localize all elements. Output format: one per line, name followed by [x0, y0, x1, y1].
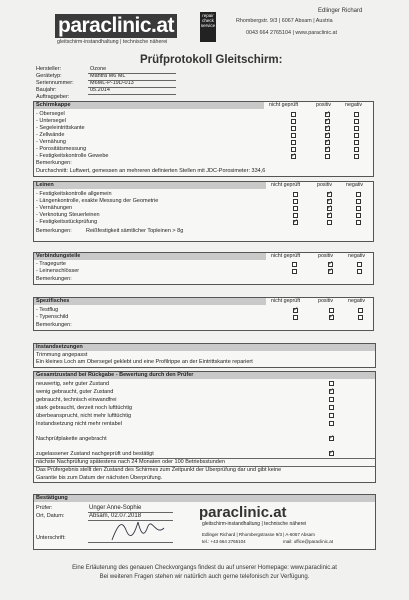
checkbox[interactable] [357, 269, 362, 274]
column-not-checked: nicht geprüft [271, 298, 301, 304]
checkbox[interactable] [293, 199, 298, 204]
column-negative: negativ [348, 298, 366, 304]
footer-line: Eine Erläuterung des genauen Checkvorgangs findest du auf unserer Homepage: www.paraclinic.at [72, 565, 337, 571]
disclaimer: Das Prüfergebnis stellt den Zustand des Schirmes zum Zeitpunkt der Überprüfung dar und gibt keine [36, 467, 282, 473]
checkbox[interactable] [354, 126, 359, 131]
info-label: Hersteller: [36, 66, 62, 72]
stamp-tagline: gleitschirm-instandhaltung | technische näherei [202, 521, 307, 527]
remarks-text: Durchschnitt: Luftwert, gemessen an mehreren definierten Stellen mit JDC-Porosimeter: 334,6 [36, 168, 266, 174]
checkbox[interactable] [329, 421, 334, 426]
checkbox[interactable] [292, 269, 297, 274]
check-item: - Tragegurte [36, 261, 66, 267]
column-not-checked: nicht geprüft [271, 182, 301, 188]
condition-option: wenig gebraucht, guter Zustand [36, 389, 114, 395]
remarks-label: Bemerkungen: [36, 322, 72, 328]
place-date-value: Absam, 02.07.2018 [89, 513, 142, 519]
check-item: - Untersegel [36, 118, 66, 124]
section-title: Leinen [36, 182, 54, 188]
owner-name: Edlinger Richard [318, 8, 363, 14]
column-positive: positiv [316, 102, 332, 108]
check-item: - Festigkeitskontrolle allgemein [36, 191, 112, 197]
check-item: - Zellwände [36, 132, 65, 138]
checkbox[interactable] [356, 192, 361, 197]
section-title: Gesamtzustand bei Rückgabe - Bewertung durch den Prüfer [36, 372, 194, 378]
column-positive: positiv [318, 253, 334, 259]
checkbox[interactable] [329, 405, 334, 410]
column-positive: positiv [318, 298, 334, 304]
remarks-label: Bemerkungen: [36, 228, 72, 234]
owner-contact: 0043 664 2765104 | www.paraclinic.at [246, 30, 338, 36]
section-title: Spezifisches [36, 298, 70, 304]
checkbox[interactable] [356, 220, 361, 225]
checkbox[interactable] [354, 133, 359, 138]
repair-check-service-badge: repair check service [200, 12, 216, 42]
check-item: - Vernähung [36, 139, 66, 145]
checkbox[interactable] [354, 147, 359, 152]
checkbox[interactable] [329, 413, 334, 418]
info-value: Ozone [90, 66, 107, 72]
column-negative: negativ [345, 102, 363, 108]
check-item: - Obersegel [36, 111, 65, 117]
document-title: Prüfprotokoll Gleitschirm: [140, 54, 283, 66]
column-not-checked: nicht geprüft [271, 253, 301, 259]
stamp-address: Edlinger Richard | Rhombergstrasse 9/3 | A-6067 Absam [202, 532, 315, 537]
inspector-label: Prüfer: [36, 505, 53, 511]
info-value: Mantra M6 ML [90, 73, 126, 79]
check-item: - Vernähungen [36, 205, 73, 211]
section-title: Instandsetzungen [36, 344, 83, 350]
check-item: - Längenkontrolle, exakte Messung der Geometrie [36, 198, 159, 204]
inspector-name: Unger Anne-Sophie [89, 505, 142, 511]
check-item: - Leinenschlösser [36, 268, 80, 274]
check-item: - Segeleintrittskante [36, 125, 85, 131]
checkbox[interactable] [357, 262, 362, 267]
checkbox[interactable] [358, 308, 363, 313]
condition-option: gebraucht, technisch einwandfrei [36, 397, 117, 403]
remarks-label: Bemerkungen: [36, 160, 72, 166]
checkbox[interactable] [356, 213, 361, 218]
check-item: - Verknotung Steuerleinen [36, 212, 100, 218]
checkbox[interactable] [354, 154, 359, 159]
info-label: Gerätetyp: [36, 73, 62, 79]
owner-address: Rhombergstr. 9/3 | 6067 Absam | Austria [236, 18, 333, 24]
next-inspection: nächste Nachprüfung spätestens nach 24 Monaten oder 100 Betriebsstunden [36, 459, 225, 465]
checkbox[interactable] [291, 133, 296, 138]
condition-option: stark gebraucht, derzeit noch lufttüchtig [36, 405, 132, 411]
stamp-logo: paraclinic.at [199, 504, 287, 521]
checkbox[interactable] [329, 381, 334, 386]
section-title: Bestätigung [36, 495, 68, 501]
condition-option: überbeansprucht, nicht mehr lufttüchtig [36, 413, 132, 419]
section-title: Schirmkappe [36, 102, 71, 108]
remarks-text: Reißfestigkeit sämtlicher Topleinen > 8g [86, 228, 184, 234]
checkbox[interactable] [354, 140, 359, 145]
checkbox[interactable] [325, 154, 330, 159]
plakette-option: Nachprüfplakette angebracht [36, 436, 107, 442]
repair-note: Trimmung angepasst [36, 352, 88, 358]
column-negative: negativ [348, 253, 366, 259]
column-negative: negativ [346, 182, 364, 188]
checkbox[interactable] [329, 397, 334, 402]
info-value: 05.2014 [90, 87, 110, 93]
checkbox[interactable] [291, 126, 296, 131]
check-item: - Testflug [36, 307, 59, 313]
signature-scribble [108, 516, 168, 544]
checkbox[interactable] [354, 119, 359, 124]
info-label: Auftraggeber: [36, 94, 70, 100]
column-positive: positiv [317, 182, 333, 188]
place-date-label: Ort, Datum: [36, 513, 65, 519]
checkbox[interactable] [356, 199, 361, 204]
checkbox[interactable] [354, 112, 359, 117]
footer-line: Bei weiteren Fragen stehen wir natürlich auch gerne telefonisch zur Verfügung. [99, 574, 310, 580]
checkbox[interactable] [356, 206, 361, 211]
checkbox[interactable] [327, 220, 332, 225]
section-title: Verbindungsteile [36, 253, 81, 259]
stamp-tel: tel.: +43 664 2765104 [202, 539, 246, 544]
info-label: Baujahr: [36, 87, 57, 93]
check-item: - Typenschild [36, 314, 69, 320]
condition-option: neuwertig, sehr guter Zustand [36, 381, 110, 387]
column-not-checked: nicht geprüft [269, 102, 299, 108]
remarks-label: Bemerkungen: [36, 276, 72, 282]
protocol-page: paraclinic.at gleitschirm-instandhaltung | technische näherei repair check service Edlinger Richard Rhombergstr. 9/3 | 6067 Absam | Austria 0043 664 2765104 | www.paraclinic.at Prüfprotokoll Gleitschirm: Hersteller: Ozone Gerätetyp: Mantra M6 ML Seriennummer: M6ML-P-19D-013 Baujahr: 05.2014 Auftraggeber: Schirmkappe nicht geprüft positiv negativ - Obersegel - Untersegel - Segeleintrittskante - Zellwände - Vernähung - Porositätsmessung - Festigkeitskontrolle Gewebe Bemerkungen: Durchschnitt: Luftwert, gemessen an mehreren definierten Stellen mit JDC-Porosimeter: 334,6 ✓ ✓ ✓ ✓ ✓ ✓ ✓ Leinen nicht geprüft positiv negativ - Festigkeitskontrolle allgemein - Längenkontrolle, exakte Messung der Geometrie - Vernähungen - Verknotung Steuerleinen - Festigkeitsstückprüfung Bemerkungen: Reißfestigkeit sämtlicher Topleinen > 8g ✓ ✓ ✓ ✓ ✓ Verbindungsteile nicht geprüft positiv negativ - Tragegurte - Leinenschlösser Bemerkungen: ✓ ✓ Spezifisches nicht geprüft positiv negativ - Testflug - Typenschild Bemerkungen: ✓ ✓ Instandsetzungen Trimmung angepasst Ein kleines Loch am Obersegel geklebt und eine Profilrippe an der Eintrittskante repariert Gesamtzustand bei Rückgabe - Bewertung durch den Prüfer neuwertig, sehr guter Zustand wenig gebraucht, guter Zustand gebraucht, technisch einwandfrei stark gebraucht, derzeit noch lufttüchtig überbeansprucht, nicht mehr lufttüchtig Instandsetzung nicht mehr rentabel Nachprüfplakette angebracht zugelassener Zustand nachgeprüft und bestätigt nächste Nachprüfung spätestens nach 24 Monaten oder 100 Betriebsstunden Das Prüfergebnis stellt den Zustand des Schirmes zum Zeitpunkt der Überprüfung dar und gibt keine Garantie bis zum Datum der nächsten Überprüfung. ✓ ✓ ✓ Bestätigung Prüfer: Unger Anne-Sophie Ort, Datum: Absam, 02.07.2018 Unterschrift: paraclinic.at gleitschirm-instandhaltung | technische näherei Edlinger Richard | Rhombergstrasse 9/3 | A-6067 Absam tel.: +43 664 2765104 mail: office@paraclinic.at Eine Erläuterung des genauen Checkvorgangs findest du auf unserer Homepage: www.paraclinic.at Bei weiteren Fragen stehen wir natürlich auch gerne telefonisch zur Verfügung. [0, 0, 409, 600]
brand-logo: paraclinic.at [55, 14, 177, 38]
condition-option: Instandsetzung nicht mehr rentabel [36, 421, 122, 427]
disclaimer: Garantie bis zum Datum der nächsten Überprüfung. [36, 475, 163, 481]
checkbox[interactable] [291, 119, 296, 124]
checkbox[interactable] [291, 140, 296, 145]
checkbox[interactable] [358, 315, 363, 320]
check-item: - Porositätsmessung [36, 146, 87, 152]
checkbox[interactable] [292, 262, 297, 267]
checkbox[interactable] [293, 315, 298, 320]
checkbox[interactable] [293, 192, 298, 197]
confirmed-option: zugelassener Zustand nachgeprüft und bestätigt [36, 451, 154, 457]
info-label: Seriennummer: [36, 80, 74, 86]
stamp-mail: mail: office@paraclinic.at [283, 539, 334, 544]
checkbox[interactable] [291, 112, 296, 117]
checkbox[interactable] [293, 206, 298, 211]
signature-label: Unterschrift: [36, 535, 66, 541]
brand-tagline: gleitschirm-instandhaltung | technische näherei [57, 39, 168, 45]
check-item: - Festigkeitsstückprüfung [36, 219, 98, 225]
repair-note: Ein kleines Loch am Obersegel geklebt und eine Profilrippe an der Eintrittskante repariert [36, 359, 253, 365]
check-item: - Festigkeitskontrolle Gewebe [36, 153, 109, 159]
section-schirmkappe [33, 101, 374, 177]
info-value: M6ML-P-19D-013 [90, 80, 134, 86]
